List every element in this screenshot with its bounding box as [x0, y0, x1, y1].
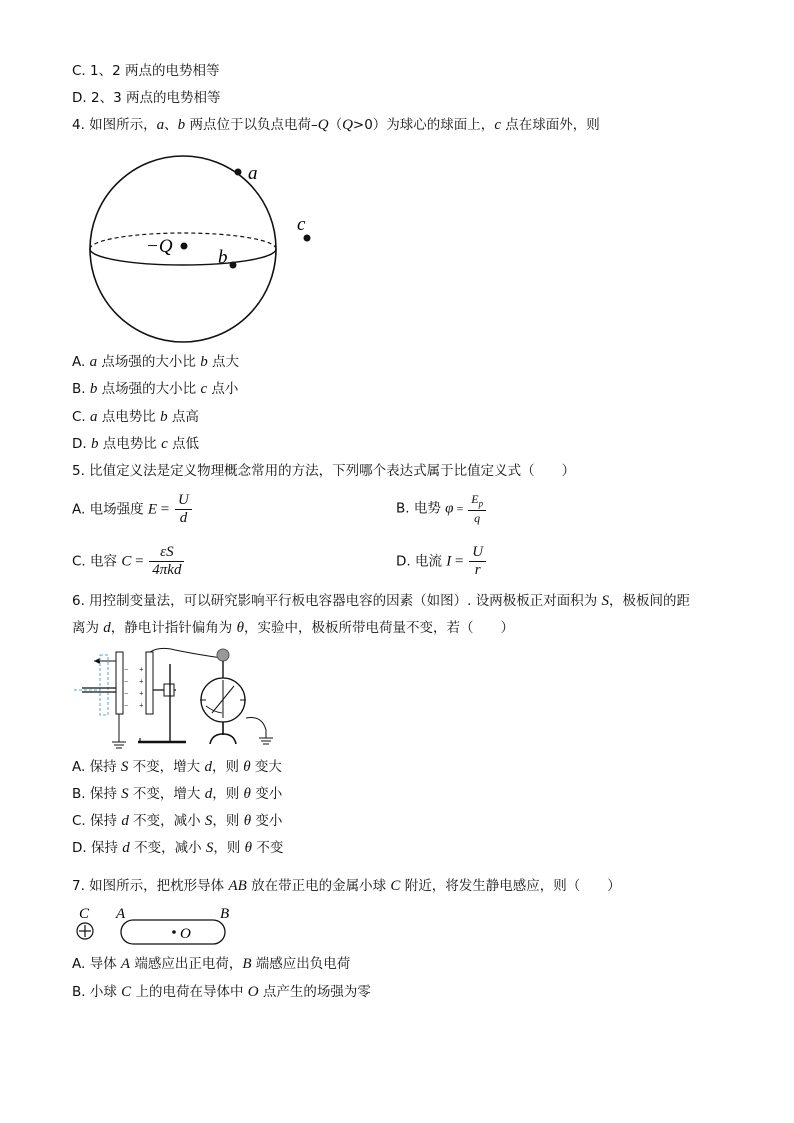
q6-option-part: 变小: [250, 786, 283, 802]
fraction-den: q: [468, 510, 486, 525]
point-o: [172, 930, 176, 934]
q6-option-part: θ: [244, 840, 253, 856]
q7-sym-ab: AB: [228, 878, 247, 894]
fraction-num: [468, 492, 486, 510]
q7-option-part: 端感应出正电荷，: [130, 956, 243, 972]
option-c-prev: C. 1、2 两点的电势相等: [72, 63, 220, 79]
q5-option-b-lhs: φ: [445, 500, 454, 517]
fraction-num: U: [472, 544, 484, 560]
label-minus-q: −Q: [146, 236, 173, 257]
q4-sym-c: c: [494, 117, 501, 133]
q6-option-part: S: [120, 759, 129, 775]
point-b: [230, 262, 237, 269]
fraction-num: εS: [160, 544, 174, 560]
q4-option-part: 点低: [167, 436, 200, 452]
q7-stem-text: 7. 如图所示，把枕形导体: [72, 878, 229, 894]
q6-option-part: A. 保持: [72, 759, 121, 775]
q5-option-a-fraction: [175, 492, 192, 527]
q6-option-b[interactable]: [72, 785, 282, 803]
q6-option-d[interactable]: [72, 839, 283, 857]
q4-option-part: 点电势比: [97, 409, 161, 425]
q4-stem-text: 点在球面外，则: [500, 117, 600, 133]
q5-option-a-label: A. 电场强度: [72, 501, 148, 518]
q6-option-part: 不变，减小: [129, 840, 206, 856]
q6-option-part: θ: [243, 786, 251, 802]
q6-stem-line2: [72, 619, 514, 637]
q5-option-a[interactable]: [72, 492, 194, 527]
q4-sym-q: Q: [342, 117, 353, 133]
q5-option-d-label: D. 电流: [396, 553, 447, 570]
q4-option-part: a: [89, 354, 98, 370]
ep-symbol: E: [471, 492, 479, 506]
point-c: [304, 235, 311, 242]
q6-stem-text: ，极板间的距: [609, 593, 691, 609]
q6-option-c[interactable]: [72, 812, 282, 830]
label-C: C: [79, 906, 90, 922]
q6-stem-text: 6. 用控制变量法，可以研究影响平行板电容器电容的因素（如图）. 设两极板正对面积为: [72, 593, 602, 609]
svg-text:−: −: [124, 677, 129, 686]
svg-text:+: +: [139, 701, 144, 710]
q5-option-c-eq: =: [131, 553, 148, 570]
q6-option-part: 变小: [251, 813, 283, 829]
q6-option-part: ，则: [211, 759, 244, 775]
q7-option-b[interactable]: [72, 983, 371, 1001]
q4-option-part: c: [200, 381, 208, 397]
q5-option-b-eq: =: [453, 501, 467, 516]
q7-option-part: A. 导体: [72, 956, 121, 972]
q7-option-part: B. 小球: [72, 984, 122, 1000]
q4-option-part: 点场强的大小比: [97, 381, 201, 397]
q7-option-part: 点产生的场强为零: [258, 984, 371, 1000]
q7-sym-c: C: [390, 878, 401, 894]
q5-option-b[interactable]: [396, 492, 488, 525]
q6-option-part: B. 保持: [72, 786, 122, 802]
q4-option-part: 点高: [167, 409, 199, 425]
point-a: [235, 169, 242, 176]
q4-option-part: A.: [72, 354, 90, 370]
q5-option-b-fraction: [468, 492, 486, 525]
q6-sym-s: S: [601, 593, 610, 609]
svg-text:+: +: [139, 665, 144, 674]
label-a: a: [248, 163, 258, 184]
fraction-den: 4πkd: [149, 561, 184, 579]
q6-option-a[interactable]: [72, 758, 282, 776]
q4-stem-text: 、: [164, 117, 178, 133]
q4-option-part: 点场强的大小比: [97, 354, 201, 370]
option-d-prev: D. 2、3 两点的电势相等: [72, 90, 221, 106]
q6-option-part: ，则: [213, 840, 245, 856]
label-b: b: [218, 247, 228, 268]
q5-option-c-label: C. 电容: [72, 553, 122, 570]
q4-option-part: b: [90, 436, 99, 452]
label-B: B: [220, 906, 230, 922]
q6-sym-d: d: [103, 620, 111, 636]
q4-option-part: b: [160, 409, 168, 425]
q6-option-part: S: [204, 813, 213, 829]
q6-option-part: d: [121, 813, 129, 829]
q5-option-d-lhs: I: [446, 553, 452, 570]
sphere-equator-front: [90, 249, 276, 265]
q4-stem-text: >0）为球心的球面上，: [352, 117, 495, 133]
fraction-den: r: [469, 561, 486, 579]
label-A: A: [116, 906, 126, 922]
q4-stem-text: （: [328, 117, 343, 133]
fraction-num: U: [178, 492, 189, 508]
q6-option-part: 不变，增大: [128, 759, 205, 775]
q7-option-part: C: [121, 984, 132, 1000]
svg-text:−: −: [124, 701, 129, 710]
q4-option-a[interactable]: [72, 353, 239, 371]
q4-option-part: a: [90, 409, 98, 425]
q6-option-part: d: [204, 786, 213, 802]
label-O: O: [180, 926, 191, 942]
q7-option-part: A: [120, 956, 131, 972]
q5-option-d[interactable]: [396, 544, 488, 579]
q4-option-part: C.: [72, 409, 91, 425]
q6-option-part: d: [122, 840, 130, 856]
q6-option-part: D. 保持: [72, 840, 123, 856]
q6-option-part: θ: [243, 813, 252, 829]
q7-option-a[interactable]: [72, 955, 350, 973]
q5-stem: 5. 比值定义法是定义物理概念常用的方法，下列哪个表达式属于比值定义式（ ）: [72, 463, 576, 479]
point-charge-q: [181, 243, 188, 250]
q6-option-part: 不变，减小: [128, 813, 205, 829]
q6-option-part: ，则: [212, 813, 244, 829]
q7-option-part: B: [242, 956, 252, 972]
q4-option-part: 点大: [207, 354, 239, 370]
q4-option-part: 点电势比: [98, 436, 162, 452]
q6-stem-text: ，静电计指针偏角为: [110, 620, 237, 636]
capacitor-figure: [74, 648, 273, 748]
svg-text:+: +: [139, 689, 144, 698]
q4-option-part: b: [89, 381, 98, 397]
q6-option-part: d: [204, 759, 212, 775]
q6-option-part: θ: [243, 759, 251, 775]
svg-text:−: −: [124, 665, 129, 674]
q4-stem-text: 4. 如图所示，: [72, 117, 157, 133]
q5-option-c-fraction: [149, 544, 184, 579]
conductor-figure: [77, 906, 229, 944]
ep-subscript: p: [478, 498, 484, 509]
q5-option-d-fraction: [469, 544, 486, 579]
q4-option-part: b: [200, 354, 208, 370]
svg-text:−: −: [124, 689, 129, 698]
q7-stem: [72, 877, 621, 895]
q6-option-part: 不变，增大: [128, 786, 205, 802]
q5-option-a-lhs: E: [147, 501, 158, 518]
q6-option-part: 变大: [250, 759, 282, 775]
q7-option-part: 上的电荷在导体中: [131, 984, 248, 1000]
q7-option-part: 端感应出负电荷: [251, 956, 351, 972]
q4-option-b[interactable]: [72, 380, 238, 398]
q4-option-c[interactable]: [72, 408, 199, 426]
q4-option-part: B.: [72, 381, 90, 397]
fraction-den: d: [175, 509, 192, 527]
q6-option-part: S: [121, 786, 129, 802]
q4-option-d[interactable]: [72, 435, 199, 453]
q5-option-c[interactable]: [72, 544, 186, 579]
q7-stem-text: 放在带正电的金属小球: [246, 878, 391, 894]
q4-option-part: c: [161, 436, 168, 452]
q4-sym-q: Q: [317, 117, 329, 133]
q6-option-part: S: [205, 840, 214, 856]
q5-option-d-eq: =: [451, 553, 468, 570]
q7-option-part: O: [247, 984, 259, 1000]
q4-option-part: 点小: [207, 381, 239, 397]
q5-option-a-eq: =: [157, 501, 174, 518]
svg-text:+: +: [139, 677, 144, 686]
q4-stem-text: 两点位于以负点电荷–: [185, 117, 318, 133]
q5-option-c-lhs: C: [121, 553, 132, 570]
q6-sym-theta: θ: [236, 620, 244, 636]
q5-option-b-label: B. 电势: [396, 500, 446, 517]
q4-sym-b: b: [177, 117, 186, 133]
q6-stem-line1: [72, 592, 690, 610]
q4-option-part: D.: [72, 436, 91, 452]
q4-sym-a: a: [156, 117, 165, 133]
q6-option-part: C. 保持: [72, 813, 122, 829]
q6-option-part: ，则: [212, 786, 244, 802]
label-c: c: [297, 214, 306, 235]
q6-stem-text: ，实验中，极板所带电荷量不变，若（ ）: [243, 620, 514, 636]
q7-stem-text: 附近，将发生静电感应，则（ ）: [400, 878, 621, 894]
q6-option-part: 不变: [252, 840, 284, 856]
q6-stem-text: 离为: [72, 620, 104, 636]
